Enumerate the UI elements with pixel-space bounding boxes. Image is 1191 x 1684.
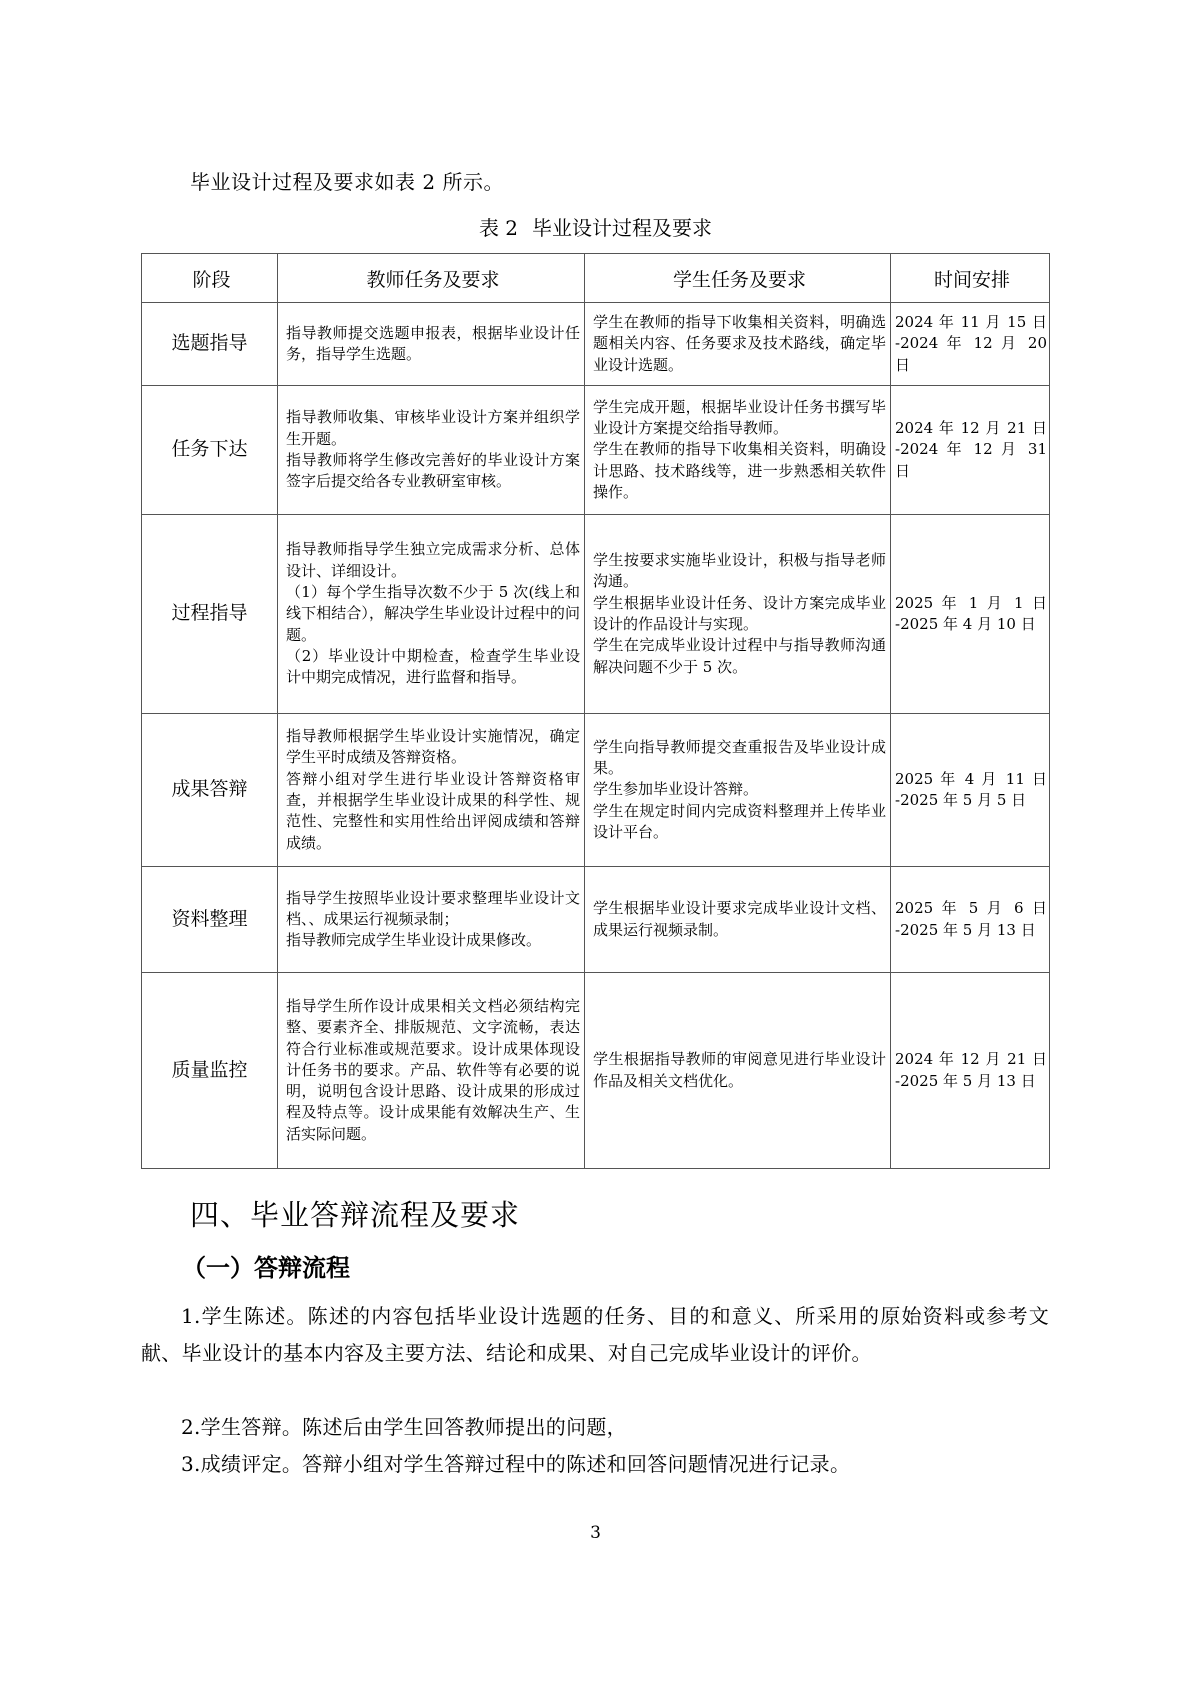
teacher-text: （1）每个学生指导次数不少于 5 次(线上和线下相结合），解决学生毕业设计过程中的问题。 <box>286 583 580 644</box>
table-caption-title: 毕业设计过程及要求 <box>532 216 713 240</box>
student-text: 学生在教师的指导下收集相关资料，明确设计思路、技术路线等，进一步熟悉相关软件操作。 <box>593 440 886 501</box>
header-student-tasks: 学生任务及要求 <box>585 254 891 303</box>
time-text: -2025 年 5 月 5 日 <box>895 791 1027 809</box>
stage-cell: 资料整理 <box>142 867 278 973</box>
header-schedule: 时间安排 <box>891 254 1050 303</box>
paragraph-student-statement: 1.学生陈述。陈述的内容包括毕业设计选题的任务、目的和意义、所采用的原始资料或参考文献、毕业设计的基本内容及主要方法、结论和成果、对自己完成毕业设计的评价。 <box>141 1304 1049 1365</box>
time-text: 2025 年 4 月 11 日 <box>895 769 1047 788</box>
time-text: -2025 年 5 月 13 日 <box>895 920 1036 939</box>
section-heading: 四、毕业答辩流程及要求 <box>190 1198 521 1232</box>
student-text: 学生根据毕业设计任务、设计方案完成毕业设计的作品设计与实现。 <box>593 593 886 633</box>
table-row <box>142 303 1050 386</box>
stage-cell: 选题指导 <box>142 303 278 386</box>
student-cell <box>585 867 891 973</box>
time-text: -2024 年 12 月 31 <box>895 440 1047 459</box>
table-caption <box>0 214 1191 242</box>
student-text: 学生在教师的指导下收集相关资料，明确选题相关内容、任务要求及技术路线，确定毕业设计选题。 <box>593 313 886 374</box>
student-text: 学生向指导教师提交查重报告及毕业设计成果。 <box>593 737 886 778</box>
stage-cell: 过程指导 <box>142 515 278 714</box>
teacher-cell <box>278 714 585 867</box>
time-text: 2024 年 11 月 15 日 <box>895 313 1047 332</box>
student-cell <box>585 714 891 867</box>
time-cell <box>891 515 1050 714</box>
paragraph-grading: 3.成绩评定。答辩小组对学生答辩过程中的陈述和回答问题情况进行记录。 <box>181 1452 851 1476</box>
time-text: -2025 年 5 月 13 日 <box>895 1071 1036 1090</box>
teacher-cell <box>278 386 585 515</box>
student-cell <box>585 515 891 714</box>
time-cell <box>891 714 1050 867</box>
teacher-cell <box>278 303 585 386</box>
teacher-cell <box>278 515 585 714</box>
table-row <box>142 386 1050 515</box>
intro-paragraph: 毕业设计过程及要求如表 2 所示。 <box>190 170 504 194</box>
time-cell <box>891 973 1050 1169</box>
table-row <box>142 867 1050 973</box>
time-text: 2025 年 5 月 6 日 <box>895 899 1047 918</box>
time-text: -2025 年 4 月 10 日 <box>895 615 1036 633</box>
teacher-text: 指导教师完成学生毕业设计成果修改。 <box>286 931 542 950</box>
table-header-row <box>142 254 1050 303</box>
student-text: 学生根据指导教师的审阅意见进行毕业设计作品及相关文档优化。 <box>593 1050 886 1090</box>
time-text: 日 <box>895 461 911 480</box>
teacher-cell <box>278 867 585 973</box>
teacher-text: 指导教师指导学生独立完成需求分析、总体设计、详细设计。 <box>286 540 580 580</box>
stage-cell: 任务下达 <box>142 386 278 515</box>
table-row <box>142 515 1050 714</box>
student-text: 学生按要求实施毕业设计，积极与指导老师沟通。 <box>593 551 886 591</box>
subsection-heading: （一）答辩流程 <box>182 1254 350 1282</box>
process-table <box>141 253 1050 1169</box>
time-text: -2024 年 12 月 20 <box>895 334 1047 353</box>
teacher-text: 指导学生所作设计成果相关文档必须结构完整、要素齐全、排版规范、文字流畅，表达符合行业标准或规范要求。设计成果体现设计任务书的要求。产品、软件等有必要的说明，说明包含设计思路、设计成果的形成过程及特点等。设计成果能有效解决生产、生活实际问题。 <box>286 996 580 1143</box>
header-teacher-tasks: 教师任务及要求 <box>278 254 585 303</box>
student-text: 学生在完成毕业设计过程中与指导教师沟通解决问题不少于 5 次。 <box>593 636 886 676</box>
time-cell <box>891 867 1050 973</box>
time-text: 2025 年 1 月 1 日 <box>895 593 1047 612</box>
time-cell <box>891 303 1050 386</box>
teacher-text: 指导教师将学生修改完善好的毕业设计方案签字后提交给各专业教研室审核。 <box>286 451 580 491</box>
stage-cell: 成果答辩 <box>142 714 278 867</box>
student-text: 学生在规定时间内完成资料整理并上传毕业设计平台。 <box>593 801 886 841</box>
time-text: 2024 年 12 月 21 日 <box>895 1050 1047 1069</box>
time-text: 2024 年 12 月 21 日 <box>895 419 1047 438</box>
student-cell <box>585 973 891 1169</box>
student-text: 学生参加毕业设计答辩。 <box>593 780 759 799</box>
student-text: 学生完成开题，根据毕业设计任务书撰写毕业设计方案提交给指导教师。 <box>593 397 886 438</box>
teacher-text: 指导教师收集、审核毕业设计方案并组织学生开题。 <box>286 408 580 448</box>
student-text: 学生根据毕业设计要求完成毕业设计文档、成果运行视频录制。 <box>593 899 886 939</box>
teacher-text: 答辩小组对学生进行毕业设计答辩资格审查，并根据学生毕业设计成果的科学性、规范性、完整性和实用性给出评阅成绩和答辩成绩。 <box>286 769 580 852</box>
time-text: 日 <box>895 355 911 374</box>
table-row <box>142 973 1050 1169</box>
teacher-text: 指导教师提交选题申报表，根据毕业设计任务，指导学生选题。 <box>286 323 580 363</box>
teacher-text: （2）毕业设计中期检查，检查学生毕业设计中期完成情况，进行监督和指导。 <box>286 646 580 687</box>
header-stage: 阶段 <box>142 254 278 303</box>
teacher-cell <box>278 973 585 1169</box>
table-row <box>142 714 1050 867</box>
stage-cell: 质量监控 <box>142 973 278 1169</box>
teacher-text: 指导学生按照毕业设计要求整理毕业设计文档、、成果运行视频录制； <box>286 888 580 928</box>
student-cell <box>585 386 891 515</box>
teacher-text: 指导教师根据学生毕业设计实施情况，确定学生平时成绩及答辩资格。 <box>286 727 580 767</box>
table-caption-number: 表 2 <box>478 216 519 240</box>
page-number: 3 <box>590 1523 601 1543</box>
time-cell <box>891 386 1050 515</box>
paragraph-student-defense: 2.学生答辩。陈述后由学生回答教师提出的问题， <box>181 1415 627 1439</box>
student-cell <box>585 303 891 386</box>
